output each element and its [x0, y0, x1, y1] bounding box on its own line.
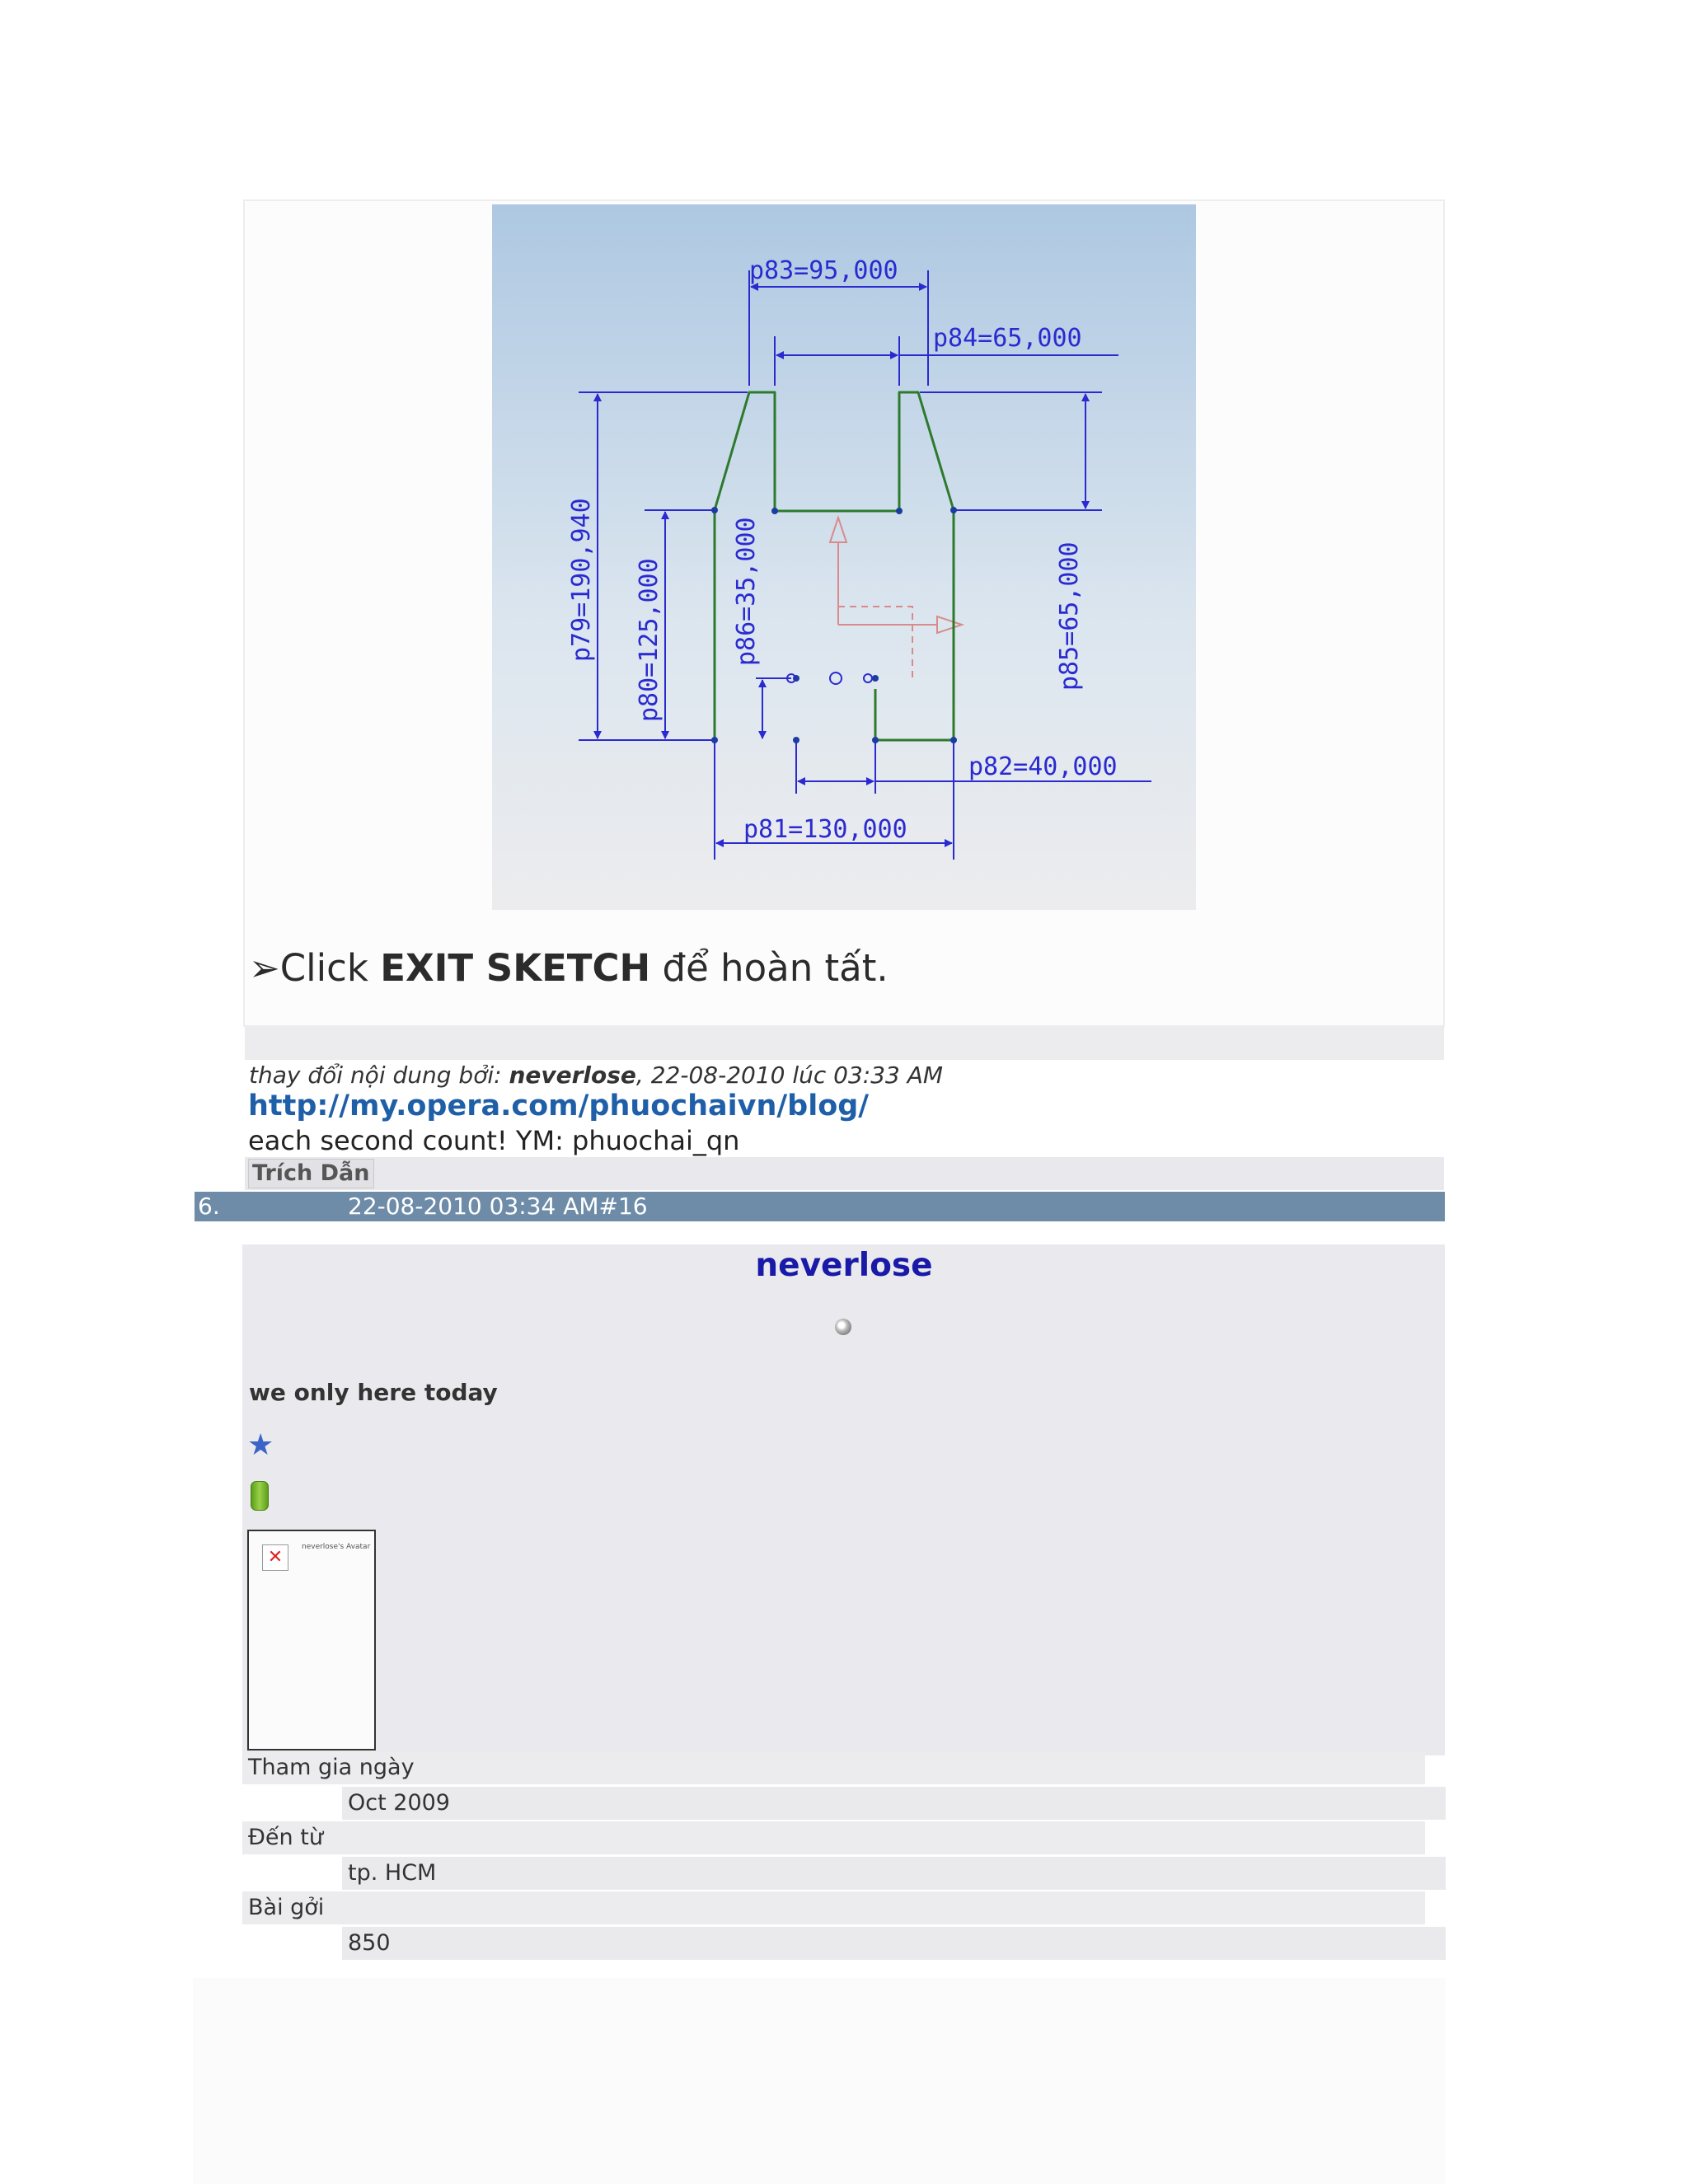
dim-label-p79: p79=190,940 — [567, 498, 596, 662]
instruction-prefix: Click — [279, 946, 381, 990]
dim-label-p80: p80=125,000 — [635, 558, 663, 722]
edit-note-prefix: thay đổi nội dung bởi: — [249, 1062, 509, 1089]
instruction-suffix: để hoàn tất. — [650, 946, 889, 990]
info-label-location: Đến từ — [242, 1821, 1425, 1854]
instruction-text — [249, 946, 889, 990]
reputation-icon — [251, 1481, 269, 1511]
info-value-location: tp. HCM — [342, 1857, 1446, 1890]
edit-note-suffix: , 22-08-2010 lúc 03:33 AM — [635, 1062, 944, 1089]
post-date-permalink[interactable]: 22-08-2010 03:34 AM#16 — [348, 1193, 648, 1220]
sketch-image — [492, 204, 1196, 910]
user-title: we only here today — [249, 1379, 498, 1406]
avatar-alt-text: neverlose's Avatar — [302, 1543, 371, 1551]
dim-label-p84: p84=65,000 — [933, 324, 1082, 353]
post-header-bar — [195, 1192, 1445, 1221]
star-icon: ★ — [247, 1428, 274, 1462]
info-label-joined: Tham gia ngày — [242, 1751, 1425, 1784]
dim-label-p85: p85=65,000 — [1055, 541, 1084, 691]
avatar[interactable] — [247, 1530, 376, 1750]
info-value-posts: 850 — [342, 1927, 1446, 1960]
username-link[interactable]: neverlose — [755, 1247, 933, 1284]
broken-image-icon: ✕ — [262, 1544, 288, 1571]
quote-button[interactable]: Trích Dẫn — [248, 1159, 374, 1188]
dim-label-p81: p81=130,000 — [743, 815, 907, 844]
info-value-joined: Oct 2009 — [342, 1787, 1446, 1820]
dim-label-p83: p83=95,000 — [749, 256, 898, 285]
instruction-command: EXIT SKETCH — [380, 946, 651, 990]
edit-note-author: neverlose — [509, 1062, 636, 1089]
dim-label-p82: p82=40,000 — [968, 752, 1118, 781]
post-divider — [245, 1027, 1444, 1060]
arrow-bullet-icon: ➢ — [249, 946, 280, 990]
info-label-posts: Bài gởi — [242, 1891, 1425, 1924]
signature-link[interactable]: http://my.opera.com/phuochaivn/blog/ — [248, 1090, 870, 1122]
edit-note — [249, 1062, 943, 1089]
post-footer-bar — [245, 1157, 1444, 1190]
dim-label-p86: p86=35,000 — [732, 517, 761, 666]
post-number: 6. — [198, 1193, 220, 1220]
page-background — [193, 1978, 1446, 2184]
online-status-icon — [835, 1319, 851, 1335]
signature-text: each second count! YM: phuochai_qn — [248, 1125, 740, 1156]
